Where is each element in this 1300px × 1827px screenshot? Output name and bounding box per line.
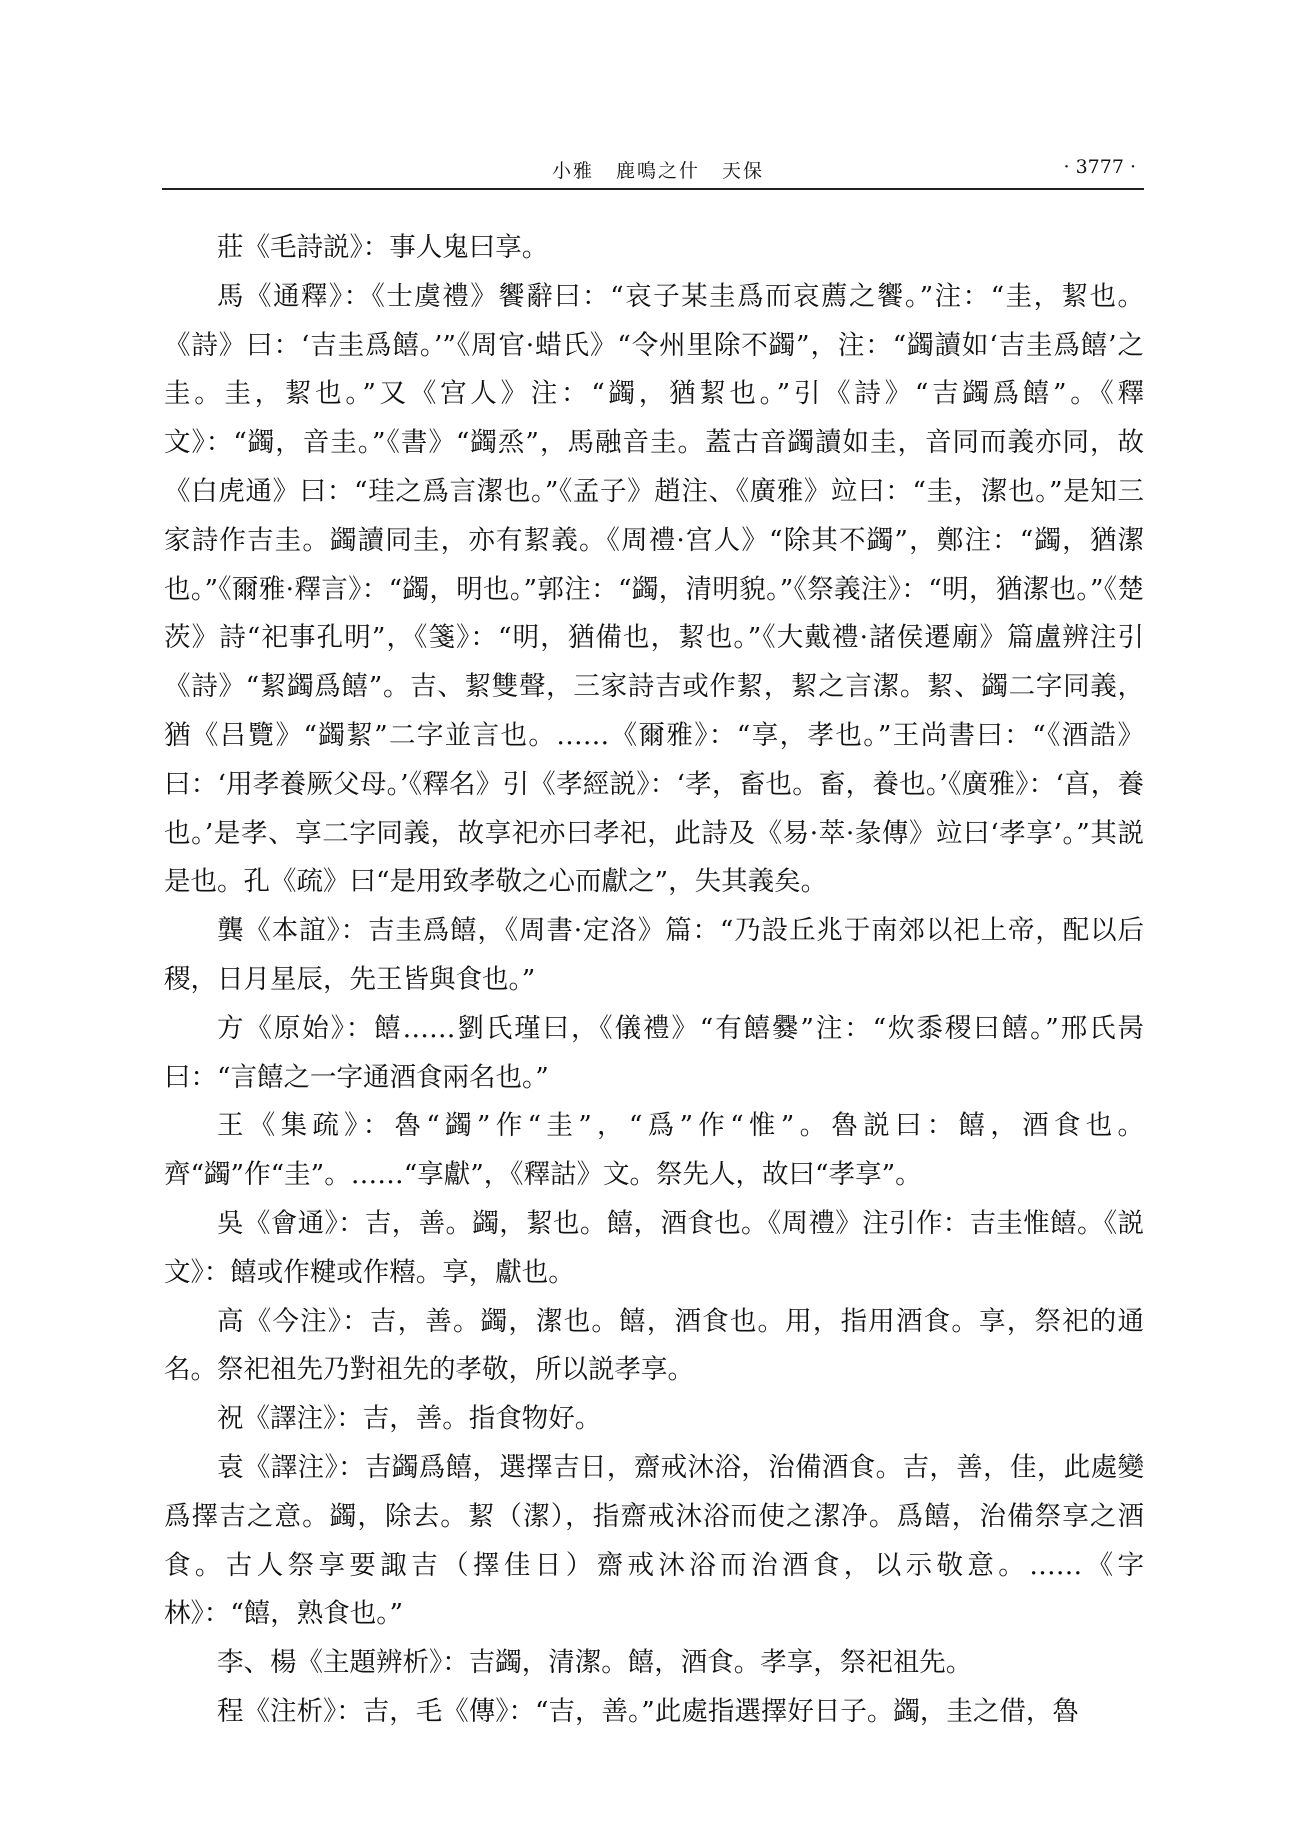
running-title-subsection: 鹿鳴之什: [616, 160, 701, 182]
paragraph-zhu: 祝《譯注》：吉，善。指食物好。: [217, 1403, 602, 1435]
paragraph-fang: 方《原始》：饎……劉氏瑾曰，《儀禮》“有饎爨”注：“炊黍稷曰饎。”邢氏昺曰：“言饎之一字通酒食兩名也。”: [164, 1012, 1144, 1093]
paragraph-zhuang: 莊《毛詩説》：事人鬼曰享。: [217, 232, 549, 263]
main-text: [164, 224, 1144, 1737]
paragraph-wang: 王《集疏》：魯“蠲”作“圭”，“爲”作“惟”。魯説曰：饎，酒食也。齊“蠲”作“圭”。……“享獻”，《釋詁》文。祭先人，故曰“孝享”。: [164, 1110, 1144, 1191]
paragraph-gao: 高《今注》：吉，善。蠲，潔也。饎，酒食也。用，指用酒食。享，祭祀的通名。祭祀祖先乃對祖先的孝敬，所以説孝享。: [164, 1305, 1144, 1386]
running-title-poem: 天保: [722, 160, 765, 182]
paragraph-gong: 龔《本誼》：吉圭爲饎，《周書·定洛》篇：“乃設丘兆于南郊以祀上帝，配以后稷，日月星辰，先王皆與食也。”: [164, 915, 1144, 995]
paragraph-cheng: 程《注析》：吉，毛《傳》：“吉，善。”此處指選擇好日子。蠲，圭之借，魯: [217, 1695, 1079, 1727]
header-rule: [162, 188, 1144, 190]
paragraph-li-yang: 李、楊《主題辨析》：吉蠲，清潔。饎，酒食。孝享，祭祀祖先。: [217, 1647, 973, 1679]
paragraph-yuan: 袁《譯注》：吉蠲爲饎，選擇吉日，齋戒沐浴，治備酒食。吉，善，佳，此處變爲擇吉之意。蠲，除去。絜（潔），指齋戒沐浴而使之潔净。爲饎，治備祭享之酒食。古人祭享要諏吉（擇佳日）齋戒沐浴而治酒食，以示敬意。……《字林》：“饎，熟食也。”: [164, 1451, 1144, 1630]
page-header: [162, 156, 1144, 184]
paragraph-wu: 吳《會通》：吉，善。蠲，絜也。饎，酒食也。《周禮》注引作：吉圭惟饎。《説文》：饎或作䊕或作糦。享，獻也。: [164, 1207, 1144, 1288]
paragraph-ma: 馬《通釋》：《士虞禮》饗辭曰：“哀子某圭爲而哀薦之饗。”注：“圭，絜也。《詩》曰：‘吉圭爲饎。’”《周官·蜡氏》“令州里除不蠲”，注：“蠲讀如‘吉圭爲饎’之圭。圭，絜也。”又《宫人》注：“蠲，猶絜也。”引《詩》“吉蠲爲饎”。《釋文》：“蠲，音圭。”《書》“蠲烝”，馬融音圭。蓋古音蠲讀如圭，音同而義亦同，故《白虎通》曰：“珪之爲言潔也。”《孟子》趙注、《廣雅》竝曰：“圭，潔也。”是知三家詩作吉圭。蠲讀同圭，亦有絜義。《周禮·宫人》“除其不蠲”，鄭注：“蠲，猶潔也。”《爾雅·釋言》：“蠲，明也。”郭注：“蠲，清明貌。”《祭義注》：“明，猶潔也。”《楚茨》詩“祀事孔明”，《箋》：“明，猶備也，絜也。”《大戴禮·諸侯遷廟》篇盧辨注引《詩》“絜蠲爲饎”。吉、絜雙聲，三家詩吉或作絜，絜之言潔。絜、蠲二字同義，猶《吕覽》“蠲絜”二字並言也。……《爾雅》：“享，孝也。”王尚書曰：“《酒誥》曰：‘用孝養厥父母。’《釋名》引《孝經説》：‘孝，畜也。畜，養也。’《廣雅》：‘亯，養也。’是孝、享二字同義，故享祀亦曰孝祀，此詩及《易·萃·彖傳》竝曰‘孝享’。”其説是也。孔《疏》曰“是用致孝敬之心而獻之”，失其義矣。: [164, 280, 1144, 898]
running-title-section: 小雅: [552, 160, 595, 182]
page-number: · 3777 ·: [1063, 156, 1136, 178]
running-title: [552, 156, 786, 183]
